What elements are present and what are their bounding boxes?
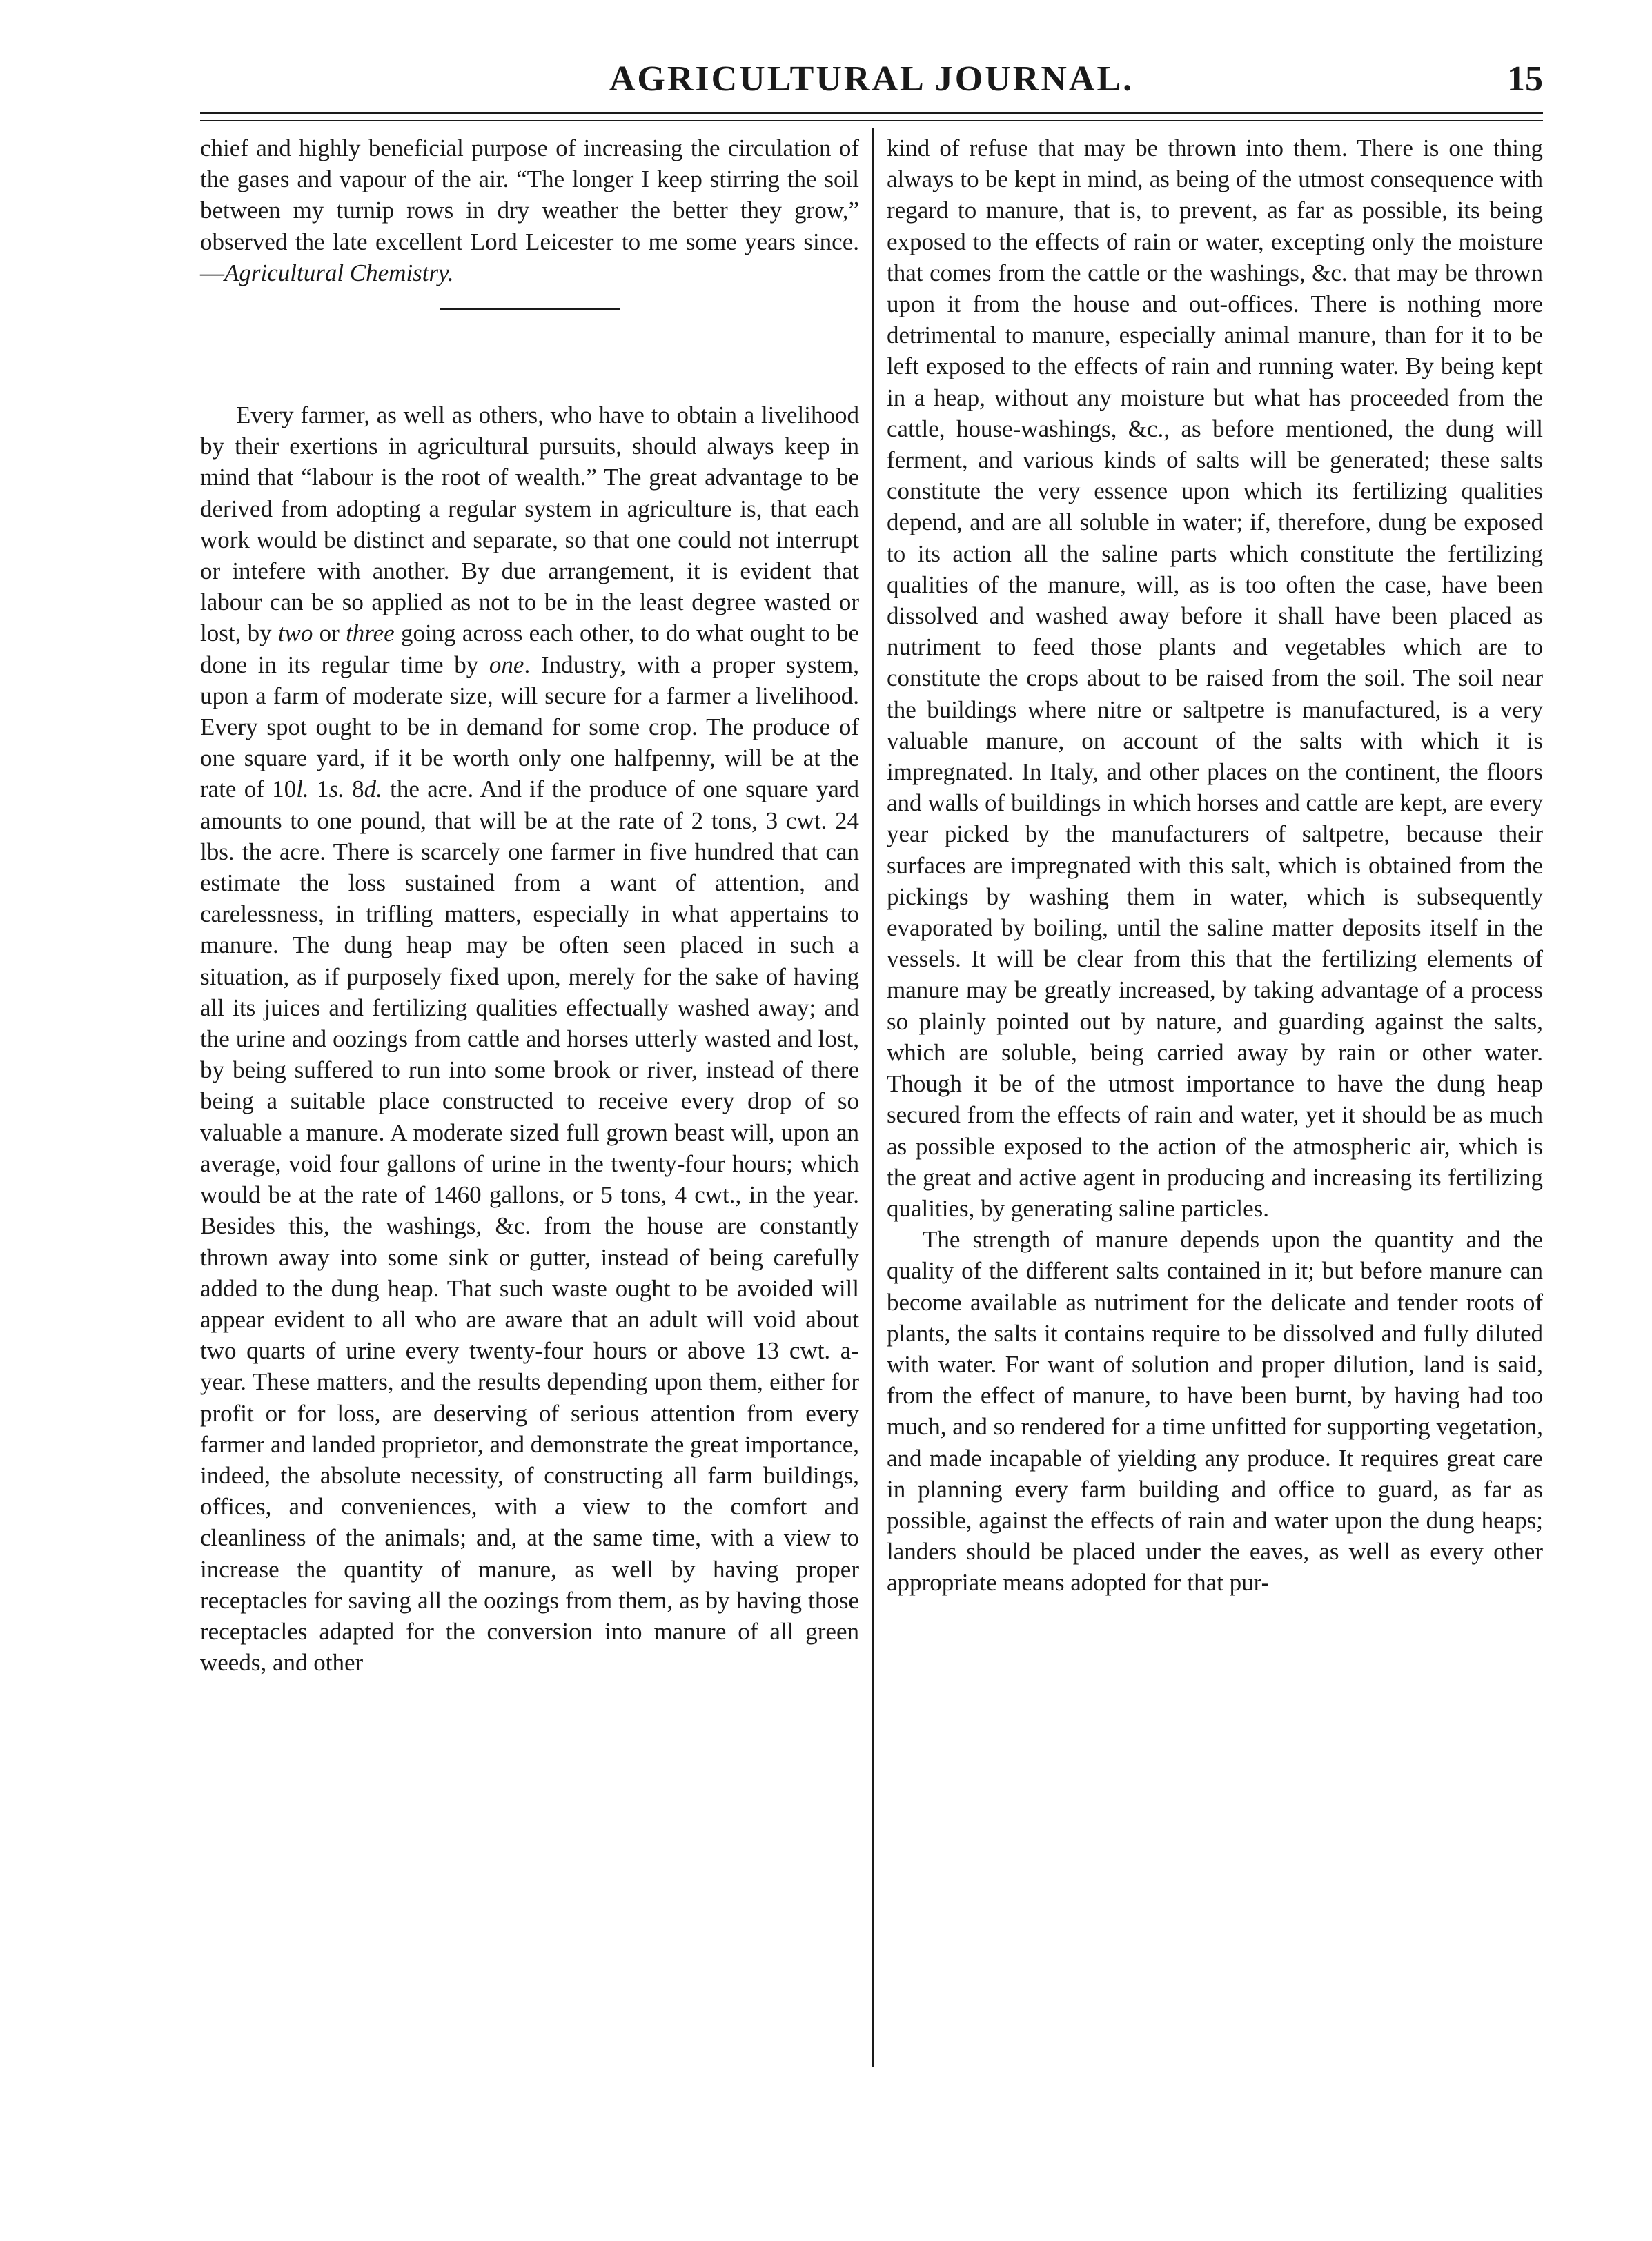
- left-paragraph-2: [200, 399, 859, 1678]
- header-rule-thin: [200, 120, 1543, 121]
- page-header: [200, 48, 1543, 110]
- left-paragraph-2-italic-one: one: [489, 651, 524, 678]
- left-column: [200, 132, 859, 1678]
- left-paragraph-1-text: chief and highly beneficial purpose of increasing the circulation of the gases and vapour of the air. “The longer I keep stirring the soil between my turnip rows in dry weather the better they grow,” observed the late excellent Lord Leicester to me some years since.—: [200, 135, 859, 286]
- page-number: 15: [1507, 59, 1543, 99]
- left-paragraph-2-italic-two: two: [277, 620, 313, 647]
- running-title: AGRICULTURAL JOURNAL.: [609, 59, 1134, 99]
- left-paragraph-2-part-d: 1: [308, 776, 329, 803]
- left-paragraph-1: [200, 132, 859, 288]
- left-paragraph-2-shillings: s.: [328, 776, 344, 803]
- left-paragraph-2-part-b: going across each other, to do what ought to be done in its regular time by: [200, 620, 859, 678]
- left-paragraph-2-part-c: . Industry, with a proper system, upon a farm of moderate size, will secure for a farmer a livelihood. Every spot ought to be in demand for some crop. The produce of one square yard, if it be worth only one halfpenny, will be at the rate of 10: [200, 651, 859, 803]
- column-divider: [872, 128, 874, 2067]
- left-paragraph-2-part-f: the acre. And if the produce of one square yard amounts to one pound, that will be at the rate of 2 tons, 3 cwt. 24 lbs. the acre. There is scarcely one farmer in five hundred that can estimate the loss sustained from a want of attention, and carelessness, in trifling matters, especially in what appertains to manure. The dung heap may be often seen placed in such a situation, as if purposely fixed upon, merely for the sake of having all its juices and fertilizing qualities effectually washed away; and the urine and oozings from cattle and horses utterly wasted and lost, by being suffered to run into some brook or river, instead of there being a suitable place constructed to receive every drop of so valuable a manure. A moderate sized full grown beast will, upon an average, void four gallons of urine in the twenty-four hours; which would be at the rate of 1460 gallons, or 5 tons, 4 cwt., in the year. Besides this, the washings, &c. from the house are constantly thrown away into some sink or gutter, instead of being carefully added to the dung heap. That such waste ought to be avoided will appear evident to all who are aware that an adult will void about two quarts of urine every twenty-four hours or above 13 cwt. a-year. These matters, and the results depending upon them, either for profit or for loss, are deserving of serious attention from every farmer and landed proprietor, and demonstrate the great importance, indeed, the absolute necessity, of constructing all farm buildings, offices, and conveniences, with a view to the comfort and cleanliness of the animals; and, at the same time, with a view to increase the quantity of manure, as well by having proper receptacles for saving all the oozings from them, as by having those receptacles adapted for the conversion into manure of all green weeds, and other: [200, 776, 860, 1677]
- right-column: [887, 132, 1543, 1599]
- left-paragraph-1-source: Agricultural Chemistry.: [224, 259, 454, 286]
- right-paragraph-1: kind of refuse that may be thrown into them. There is one thing always to be kept in mind, as being of the utmost consequence with regard to manure, that is, to prevent, as far as possible, its being exposed to the effects of rain or water, excepting only the moisture that comes from the cattle or the washings, &c. that may be thrown upon it from the house and out-offices. There is nothing more detrimental to manure, especially animal manure, than for it to be left exposed to the effects of rain and running water. By being kept in a heap, without any moisture but what has proceeded from the cattle, house-washings, &c., as before mentioned, the dung will ferment, and various kinds of salts will be generated; these salts constitute the very essence upon which its fertilizing qualities depend, and are all soluble in water; if, therefore, dung be exposed to its action all the saline parts which constitute the fertilizing qualities of the manure, will, as is too often the case, have been dissolved and washed away before it shall have been placed as nutriment to feed those plants and vegetables which are to constitute the crops about to be raised from the soil. The soil near the buildings where nitre or saltpetre is manufactured, is a very valuable manure, on account of the salts with which it is impregnated. In Italy, and other places on the continent, the floors and walls of buildings in which horses and cattle are kept, are every year picked by the manufacturers of saltpetre, because their surfaces are impregnated with this salt, which is obtained from the pickings by washing them in water, which is subsequently evaporated by boiling, until the saline matter deposits itself in the vessels. It will be clear from this that the fertilizing elements of manure may be greatly increased, by taking advantage of a process so plainly pointed out by nature, and guarding against the salts, which are soluble, being carried away by rain or other water. Though it be of the utmost importance to have the dung heap secured from the effects of rain and water, yet it should be as much as possible exposed to the action of the atmospheric air, which is the great and active agent in producing and increasing its fertilizing qualities, by generating saline particles.: [887, 135, 1543, 1222]
- left-paragraph-2-italic-three: three: [346, 620, 395, 647]
- left-paragraph-2-part-a: Every farmer, as well as others, who have to obtain a livelihood by their exertions in agricultural pursuits, should always keep in mind that “labour is the root of wealth.” The great advantage to be derived from adopting a regular system in agriculture is, that each work would be distinct and separate, so that one could not interrupt or intefere with another. By due arrangement, it is evident that labour can be so applied as not to be in the least degree wasted or lost, by: [200, 402, 859, 647]
- section-gap: [200, 310, 859, 399]
- right-paragraph-2: The strength of manure depends upon the quantity and the quality of the different salts contained in it; but before manure can become available as nutriment for the delicate and tender roots of plants, the salts it contains require to be dissolved and fully diluted with water. For want of solution and proper dilution, land is said, from the effect of manure, to have been burnt, by having had too much, and so rendered for a time unfitted for supporting vegetation, and made incapable of yielding any produce. It requires great care in planning every farm building and office to guard, as far as possible, against the effects of rain and water upon the dung heaps; landers should be placed under the eaves, as well as every other appropriate means adopted for that pur-: [887, 1226, 1543, 1597]
- left-paragraph-2-pounds: l.: [296, 776, 309, 803]
- left-paragraph-2-or: or: [313, 620, 346, 647]
- left-paragraph-2-pence: d.: [364, 776, 382, 803]
- left-paragraph-2-part-e: 8: [344, 776, 364, 803]
- header-rule-thick: [200, 112, 1543, 114]
